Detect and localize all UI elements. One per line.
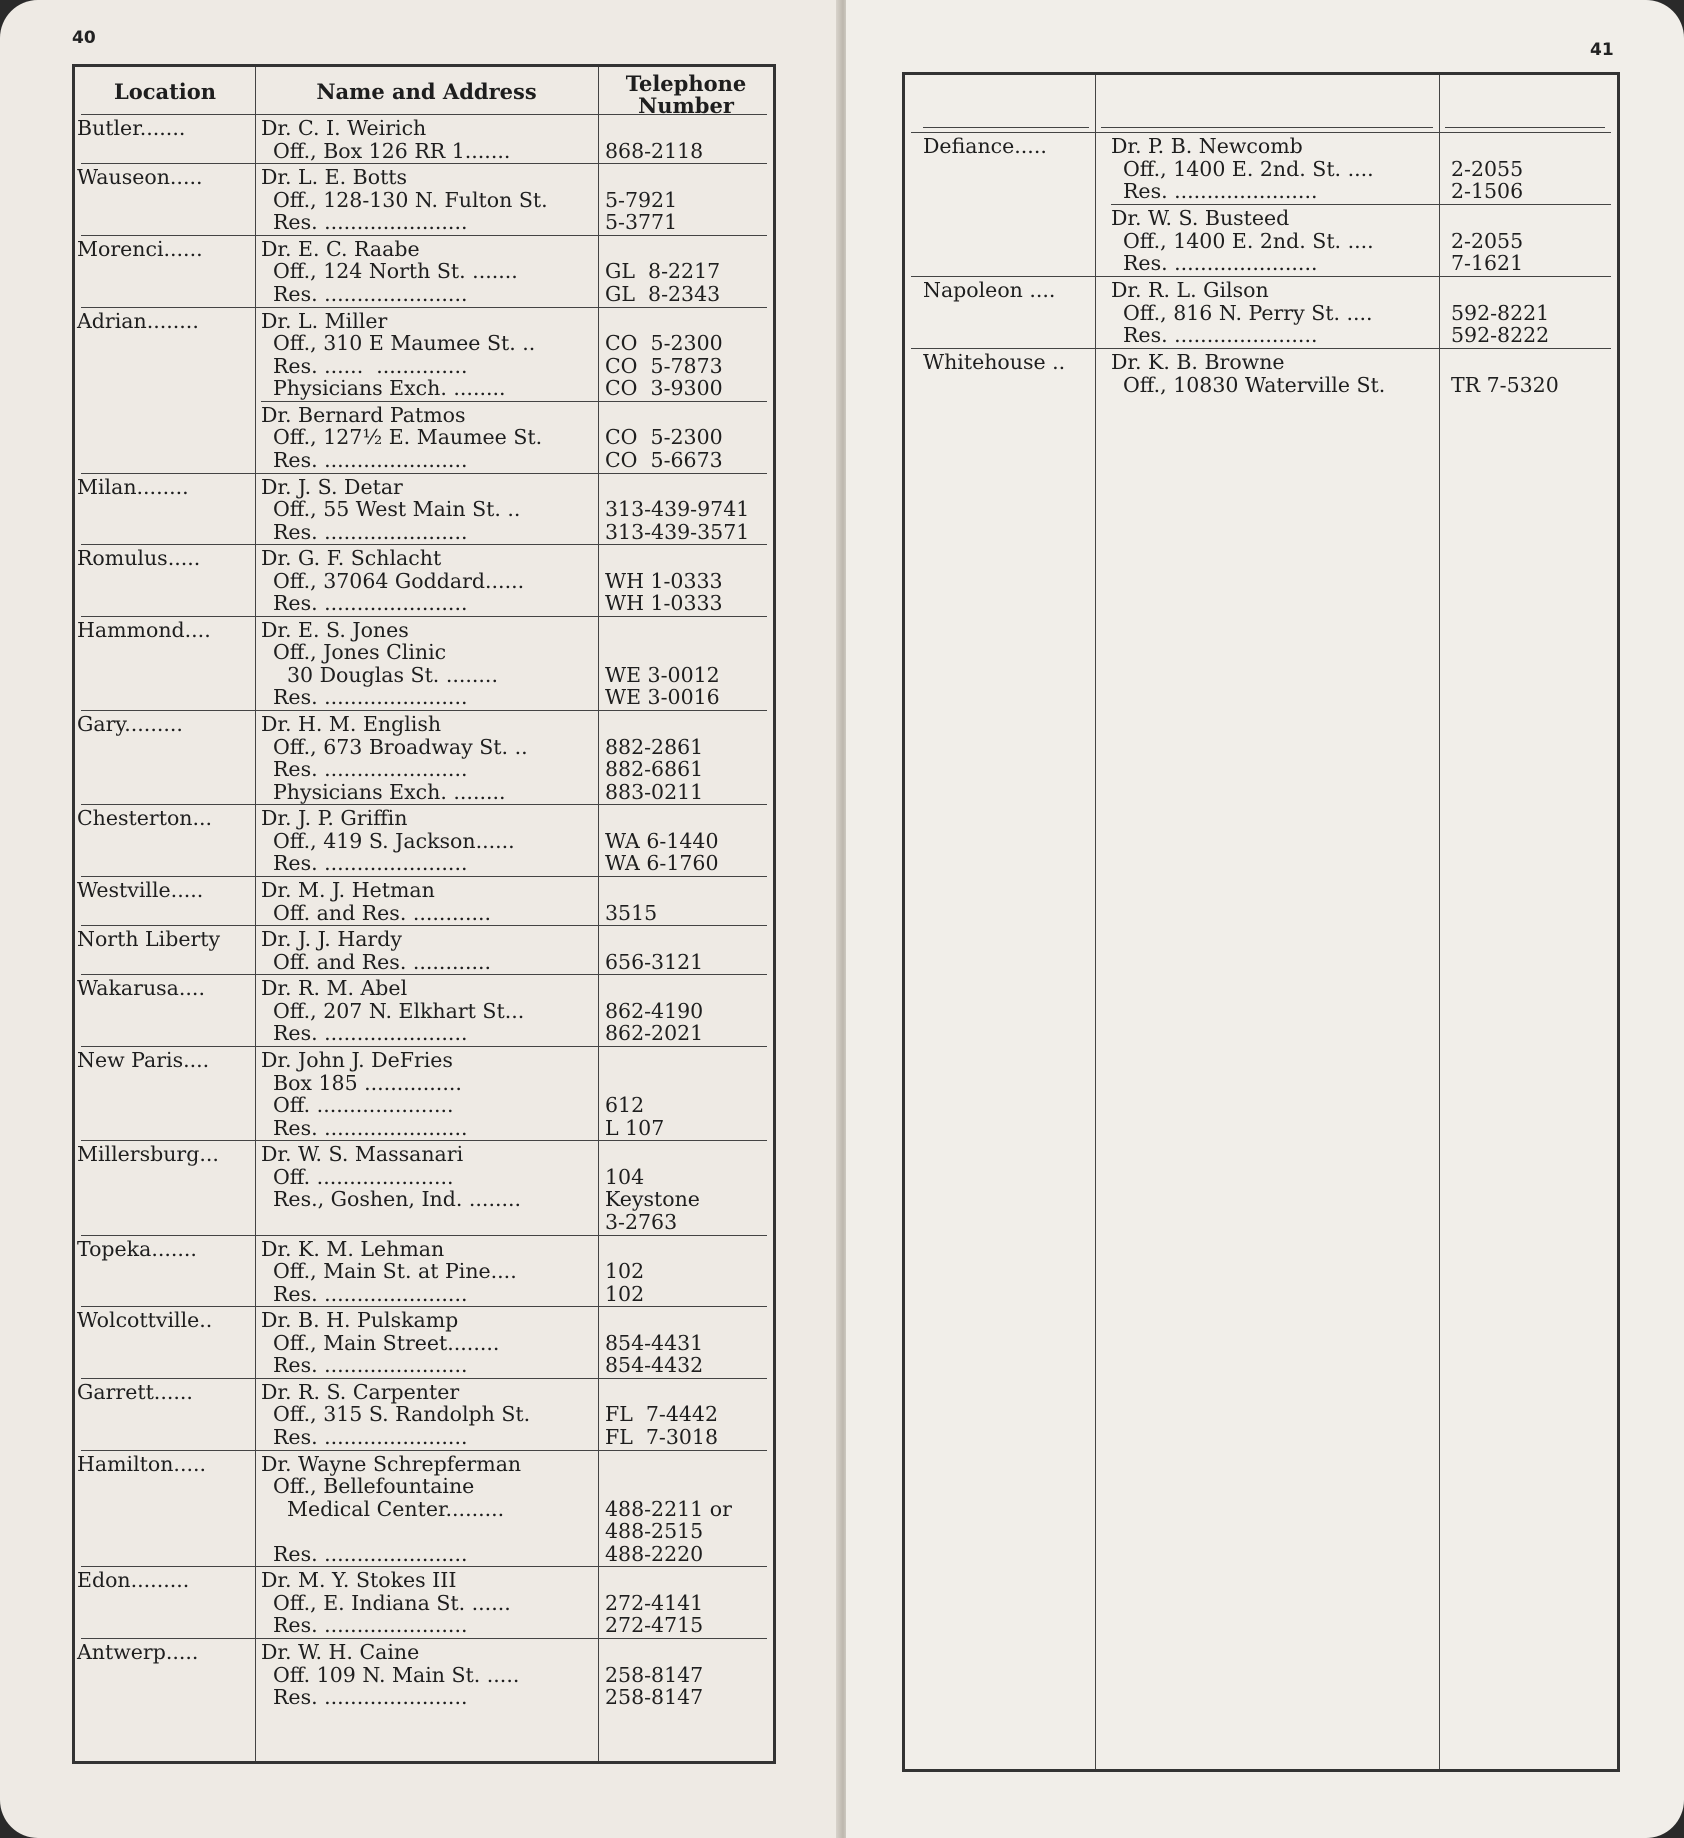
physician-name: Dr. K. M. Lehman xyxy=(261,1236,445,1261)
telephone-number: WE 3-0012 xyxy=(605,662,720,687)
telephone-cell xyxy=(605,1309,703,1377)
telephone-number: 2-2055 xyxy=(1451,228,1524,253)
row-rule xyxy=(81,804,767,805)
telephone-number: 5-7921 xyxy=(605,187,678,212)
name-address-cell xyxy=(261,879,491,924)
telephone-cell xyxy=(1451,207,1523,275)
telephone-number xyxy=(605,1309,703,1332)
physician-name: Dr. E. S. Jones xyxy=(261,617,409,642)
telephone-cell xyxy=(605,310,723,400)
telephone-number xyxy=(605,310,723,333)
address-line: Res. ...................... xyxy=(273,591,468,616)
address-line: Off., 1400 E. 2nd. St. .... xyxy=(1123,228,1374,253)
telephone-number xyxy=(605,1072,664,1095)
telephone-cell xyxy=(1451,279,1549,347)
row-rule xyxy=(911,276,1611,277)
address-line: Res. ...................... xyxy=(273,1021,468,1046)
telephone-number: 862-4190 xyxy=(605,998,704,1023)
row-rule xyxy=(81,1306,767,1307)
telephone-cell xyxy=(605,879,657,924)
telephone-cell xyxy=(605,238,720,306)
right-page xyxy=(846,0,1684,1838)
name-address-cell xyxy=(261,977,524,1045)
address-line: Res. ...................... xyxy=(1123,323,1318,347)
telephone-number: 5-3771 xyxy=(605,210,678,235)
name-address-cell xyxy=(261,404,542,472)
telephone-number: Keystone xyxy=(605,1187,700,1212)
telephone-cell xyxy=(605,166,677,234)
telephone-number xyxy=(1451,207,1523,230)
telephone-number: 272-4141 xyxy=(605,1590,704,1615)
location-cell: Wolcottville.. xyxy=(77,1308,213,1333)
row-rule xyxy=(911,132,1611,133)
row-rule xyxy=(81,1235,767,1236)
telephone-number: 3515 xyxy=(605,900,658,925)
address-line: 30 Douglas St. ........ xyxy=(287,662,498,687)
telephone-number: 488-2211 or xyxy=(605,1496,732,1521)
address-line: Off., 315 S. Randolph St. xyxy=(273,1402,531,1427)
physician-name: Dr. J. J. Hardy xyxy=(261,927,402,952)
address-line: Off., Main St. at Pine.... xyxy=(273,1259,517,1283)
telephone-number xyxy=(605,238,720,261)
row-rule xyxy=(81,1378,767,1379)
address-line: Off., 127½ E. Maumee St. xyxy=(273,425,543,450)
telephone-cell xyxy=(605,1381,718,1449)
telephone-number xyxy=(1451,279,1549,302)
row-rule xyxy=(81,1140,767,1141)
address-line: Res. ...................... xyxy=(273,1115,468,1140)
address-line: Res. ...................... xyxy=(1123,251,1318,275)
telephone-number xyxy=(605,1049,664,1072)
name-address-cell xyxy=(261,476,520,544)
physician-name: Dr. L. Miller xyxy=(261,308,388,333)
address-line: Off., 37064 Goddard...... xyxy=(273,568,525,593)
address-line: Res. ...................... xyxy=(1123,179,1318,203)
location-cell: Morenci...... xyxy=(77,236,203,261)
name-address-cell xyxy=(261,166,548,234)
row-rule xyxy=(81,163,767,164)
address-line xyxy=(261,1211,521,1234)
physician-name: Dr. W. H. Caine xyxy=(261,1640,420,1664)
row-rule xyxy=(81,974,767,975)
location-cell: Romulus..... xyxy=(77,546,201,571)
row-rule xyxy=(261,401,767,402)
location-cell: Antwerp..... xyxy=(77,1640,199,1664)
address-line: Off., 128-130 N. Fulton St. xyxy=(273,187,548,212)
physician-name: Dr. Wayne Schrepferman xyxy=(261,1451,522,1476)
location-cell: Adrian........ xyxy=(77,308,199,333)
address-line: Off. and Res. ............ xyxy=(273,900,492,925)
telephone-number xyxy=(605,1475,732,1498)
address-line: Res. ...................... xyxy=(273,210,468,235)
telephone-number: 868-2118 xyxy=(605,138,704,163)
physician-name: Dr. G. F. Schlacht xyxy=(261,546,442,571)
telephone-number: 882-6861 xyxy=(605,757,704,782)
telephone-cell xyxy=(605,807,719,875)
telephone-number: CO 3-9300 xyxy=(605,376,723,401)
telephone-number: 488-2220 xyxy=(605,1541,704,1566)
physician-name: Dr. M. J. Hetman xyxy=(261,878,435,902)
address-line: Off. 109 N. Main St. ..... xyxy=(273,1662,520,1687)
telephone-number: FL 7-3018 xyxy=(605,1424,719,1449)
telephone-number: 883-0211 xyxy=(605,779,704,804)
address-line: Off., 419 S. Jackson...... xyxy=(273,828,515,853)
physician-name: Dr. H. M. English xyxy=(261,712,442,737)
name-address-cell xyxy=(261,238,518,306)
address-line xyxy=(261,1520,521,1543)
address-line: Res. ...................... xyxy=(273,447,468,472)
telephone-number: WE 3-0016 xyxy=(605,685,720,710)
physician-name: Dr. W. S. Busteed xyxy=(1111,206,1290,230)
telephone-number: WH 1-0333 xyxy=(605,591,723,616)
telephone-number: TR 7-5320 xyxy=(1451,372,1559,397)
telephone-number: 258-8147 xyxy=(605,1662,704,1687)
address-line: Off., 207 N. Elkhart St... xyxy=(273,998,525,1023)
address-line: Off., E. Indiana St. ...... xyxy=(273,1590,511,1615)
telephone-number: 2-1506 xyxy=(1451,179,1524,203)
physician-name: Dr. K. B. Browne xyxy=(1111,350,1285,374)
telephone-cell xyxy=(605,476,749,544)
telephone-number xyxy=(605,977,703,1000)
row-rule xyxy=(81,710,767,711)
row-rule xyxy=(81,544,767,545)
page-number: 41 xyxy=(1590,40,1614,60)
row-rule xyxy=(81,473,767,474)
telephone-cell xyxy=(605,713,703,803)
telephone-number: WA 6-1760 xyxy=(605,851,719,876)
telephone-number: 313-439-3571 xyxy=(605,519,750,544)
telephone-number: 612 xyxy=(605,1093,645,1118)
telephone-number: 488-2515 xyxy=(605,1519,704,1544)
telephone-number xyxy=(605,1381,718,1404)
name-address-cell xyxy=(261,928,491,973)
telephone-number: CO 5-2300 xyxy=(605,331,723,356)
row-rule xyxy=(81,925,767,926)
telephone-cell xyxy=(605,1049,664,1139)
name-address-cell xyxy=(1111,351,1385,396)
telephone-number: FL 7-4442 xyxy=(605,1402,719,1427)
name-address-cell xyxy=(261,1143,521,1233)
location-cell: Defiance..... xyxy=(923,134,1047,158)
physician-name: Dr. C. I. Weirich xyxy=(261,116,427,140)
directory-table-right xyxy=(902,72,1620,1772)
address-line: Off., 55 West Main St. .. xyxy=(273,497,521,521)
telephone-cell xyxy=(1451,351,1559,396)
location-cell: Chesterton... xyxy=(77,806,213,831)
location-cell: Edon......... xyxy=(77,1568,190,1593)
telephone-number: 7-1621 xyxy=(1451,251,1524,275)
row-rule xyxy=(81,1638,767,1639)
telephone-number: 882-2861 xyxy=(605,734,704,759)
telephone-number xyxy=(605,1641,703,1664)
location-cell: Milan........ xyxy=(77,474,189,499)
location-cell: Millersburg... xyxy=(77,1142,219,1167)
telephone-cell xyxy=(605,1453,732,1566)
telephone-number: 2-2055 xyxy=(1451,156,1524,181)
name-address-cell xyxy=(261,310,535,400)
address-line: Off., Box 126 RR 1....... xyxy=(273,138,511,163)
physician-name: Dr. J. P. Griffin xyxy=(261,806,408,831)
telephone-cell xyxy=(605,1238,644,1306)
physician-name: Dr. W. S. Massanari xyxy=(261,1142,464,1167)
name-address-cell xyxy=(1111,279,1373,347)
telephone-number xyxy=(605,404,723,427)
page-number: 40 xyxy=(72,28,96,48)
telephone-cell xyxy=(605,404,723,472)
address-line: Res. ...................... xyxy=(273,851,468,876)
column-divider xyxy=(1095,75,1096,1769)
row-rule xyxy=(81,1450,767,1451)
telephone-cell xyxy=(1451,135,1523,203)
telephone-number xyxy=(605,641,720,664)
telephone-cell xyxy=(605,1641,703,1709)
name-address-cell xyxy=(261,117,510,162)
telephone-number: 102 xyxy=(605,1259,645,1283)
physician-name: Dr. E. C. Raabe xyxy=(261,236,420,261)
row-rule xyxy=(1111,204,1611,205)
telephone-cell xyxy=(605,547,723,615)
address-line: Off., 816 N. Perry St. .... xyxy=(1123,300,1373,325)
physician-name: Dr. B. H. Pulskamp xyxy=(261,1308,459,1333)
location-cell: Butler....... xyxy=(77,116,186,140)
header-name-address: Name and Address xyxy=(316,79,537,104)
location-cell: Whitehouse .. xyxy=(923,350,1066,374)
telephone-number xyxy=(605,1453,732,1476)
physician-name: Dr. R. S. Carpenter xyxy=(261,1379,460,1404)
header-rule xyxy=(923,127,1089,128)
telephone-number xyxy=(605,928,703,951)
address-line: Off., Bellefountaine xyxy=(273,1474,475,1499)
address-line: Physicians Exch. ........ xyxy=(273,376,506,401)
location-cell: Garrett...... xyxy=(77,1379,193,1404)
address-line: Res. ...................... xyxy=(273,519,468,544)
telephone-number xyxy=(605,476,749,499)
location-cell: Gary......... xyxy=(77,712,183,737)
name-address-cell xyxy=(1111,207,1374,275)
row-rule xyxy=(81,616,767,617)
physician-name: Dr. John J. DeFries xyxy=(261,1048,453,1073)
address-line: Box 185 ............... xyxy=(273,1070,462,1095)
row-rule xyxy=(81,235,767,236)
address-line: Res. ...................... xyxy=(273,1685,468,1709)
physician-name: Dr. M. Y. Stokes III xyxy=(261,1568,457,1593)
telephone-cell xyxy=(605,1143,700,1233)
telephone-number: GL 8-2217 xyxy=(605,259,721,284)
telephone-number: GL 8-2343 xyxy=(605,281,721,306)
telephone-number: 592-8222 xyxy=(1451,323,1550,347)
physician-name: Dr. J. S. Detar xyxy=(261,474,403,499)
address-line: Res. ...................... xyxy=(273,757,468,782)
telephone-number: 102 xyxy=(605,1281,645,1306)
column-divider xyxy=(598,67,599,1761)
telephone-cell xyxy=(605,1569,703,1637)
location-cell: New Paris.... xyxy=(77,1048,210,1073)
telephone-number xyxy=(605,1143,700,1166)
address-line: Res. ...................... xyxy=(273,685,468,710)
row-rule xyxy=(81,1046,767,1047)
name-address-cell xyxy=(261,807,515,875)
address-line: Off. ..................... xyxy=(273,1164,454,1189)
telephone-number xyxy=(1451,135,1523,158)
column-divider xyxy=(255,67,256,1761)
telephone-number: CO 5-6673 xyxy=(605,447,723,472)
name-address-cell xyxy=(261,1641,519,1709)
name-address-cell xyxy=(261,619,498,709)
telephone-number: 313-439-9741 xyxy=(605,497,750,521)
address-line: Off. and Res. ............ xyxy=(273,949,492,974)
telephone-cell xyxy=(605,619,720,709)
telephone-number xyxy=(605,117,703,140)
name-address-cell xyxy=(261,547,524,615)
physician-name: Dr. L. E. Botts xyxy=(261,165,408,190)
address-line: Off., Jones Clinic xyxy=(273,640,447,665)
telephone-number xyxy=(1451,351,1559,374)
telephone-cell xyxy=(605,928,703,973)
location-cell: Napoleon .... xyxy=(923,278,1056,302)
physician-name: Dr. R. L. Gilson xyxy=(1111,278,1269,302)
row-rule xyxy=(81,114,767,115)
address-line: Off., 673 Broadway St. .. xyxy=(273,734,528,759)
location-cell: Wauseon..... xyxy=(77,165,203,190)
address-line: Res. ...... .............. xyxy=(273,353,468,378)
name-address-cell xyxy=(261,1453,521,1566)
address-line: Res. ...................... xyxy=(273,1281,468,1306)
header-telephone: Telephone Number xyxy=(625,71,747,118)
telephone-number: CO 5-7873 xyxy=(605,353,723,378)
telephone-number xyxy=(605,1238,644,1261)
address-line: Res., Goshen, Ind. ........ xyxy=(273,1187,522,1212)
telephone-number: L 107 xyxy=(605,1115,665,1140)
telephone-number xyxy=(605,713,703,736)
telephone-number xyxy=(605,1569,703,1592)
telephone-number: 862-2021 xyxy=(605,1021,704,1046)
name-address-cell xyxy=(261,1309,499,1377)
header-rule xyxy=(1445,127,1605,128)
telephone-number: 854-4432 xyxy=(605,1353,704,1378)
telephone-number: 272-4715 xyxy=(605,1613,704,1638)
telephone-number xyxy=(605,619,720,642)
telephone-number xyxy=(605,807,719,830)
directory-table-left xyxy=(72,64,776,1764)
header-rule xyxy=(1101,127,1433,128)
address-line: Res. ...................... xyxy=(273,281,468,306)
row-rule xyxy=(81,876,767,877)
address-line: Physicians Exch. ........ xyxy=(273,779,506,804)
address-line: Off., Main Street........ xyxy=(273,1330,500,1355)
physician-name: Dr. R. M. Abel xyxy=(261,976,408,1001)
location-cell: Hamilton..... xyxy=(77,1451,207,1476)
header-location: Location xyxy=(113,79,217,104)
telephone-cell xyxy=(605,977,703,1045)
telephone-number: WH 1-0333 xyxy=(605,568,723,593)
telephone-number: 258-8147 xyxy=(605,1685,704,1709)
telephone-number: CO 5-2300 xyxy=(605,425,723,450)
physician-name: Dr. P. B. Newcomb xyxy=(1111,134,1303,158)
telephone-cell xyxy=(605,117,703,162)
address-line: Res. ...................... xyxy=(273,1424,468,1449)
telephone-number: 854-4431 xyxy=(605,1330,704,1355)
address-line: Medical Center......... xyxy=(287,1496,505,1521)
telephone-number: 104 xyxy=(605,1164,645,1189)
name-address-cell xyxy=(261,1381,530,1449)
telephone-number: WA 6-1440 xyxy=(605,828,719,853)
column-divider xyxy=(1439,75,1440,1769)
address-line: Off., 10830 Waterville St. xyxy=(1123,372,1386,397)
address-line: Res. ...................... xyxy=(273,1353,468,1378)
location-cell: Hammond.... xyxy=(77,617,211,642)
address-line: Off., 1400 E. 2nd. St. .... xyxy=(1123,156,1374,181)
address-line: Res. ...................... xyxy=(273,1541,468,1566)
name-address-cell xyxy=(261,1049,467,1139)
name-address-cell xyxy=(261,1238,517,1306)
telephone-number xyxy=(605,166,677,189)
telephone-number: 3-2763 xyxy=(605,1209,678,1234)
name-address-cell xyxy=(1111,135,1374,203)
location-cell: Topeka....... xyxy=(77,1236,197,1261)
address-line: Off., 310 E Maumee St. .. xyxy=(273,331,536,356)
telephone-number: 656-3121 xyxy=(605,949,704,974)
telephone-number xyxy=(605,879,657,902)
row-rule xyxy=(81,1566,767,1567)
name-address-cell xyxy=(261,713,528,803)
address-line: Off. ..................... xyxy=(273,1093,454,1118)
location-cell: Wakarusa.... xyxy=(77,976,205,1001)
row-rule xyxy=(81,307,767,308)
physician-name: Dr. Bernard Patmos xyxy=(261,402,466,427)
name-address-cell xyxy=(261,1569,511,1637)
location-cell: Westville..... xyxy=(77,878,204,902)
row-rule xyxy=(911,348,1611,349)
address-line: Res. ...................... xyxy=(273,1613,468,1638)
location-cell: North Liberty xyxy=(77,927,221,952)
telephone-number: 592-8221 xyxy=(1451,300,1550,325)
address-line: Off., 124 North St. ....... xyxy=(273,259,518,284)
telephone-number xyxy=(605,547,723,570)
